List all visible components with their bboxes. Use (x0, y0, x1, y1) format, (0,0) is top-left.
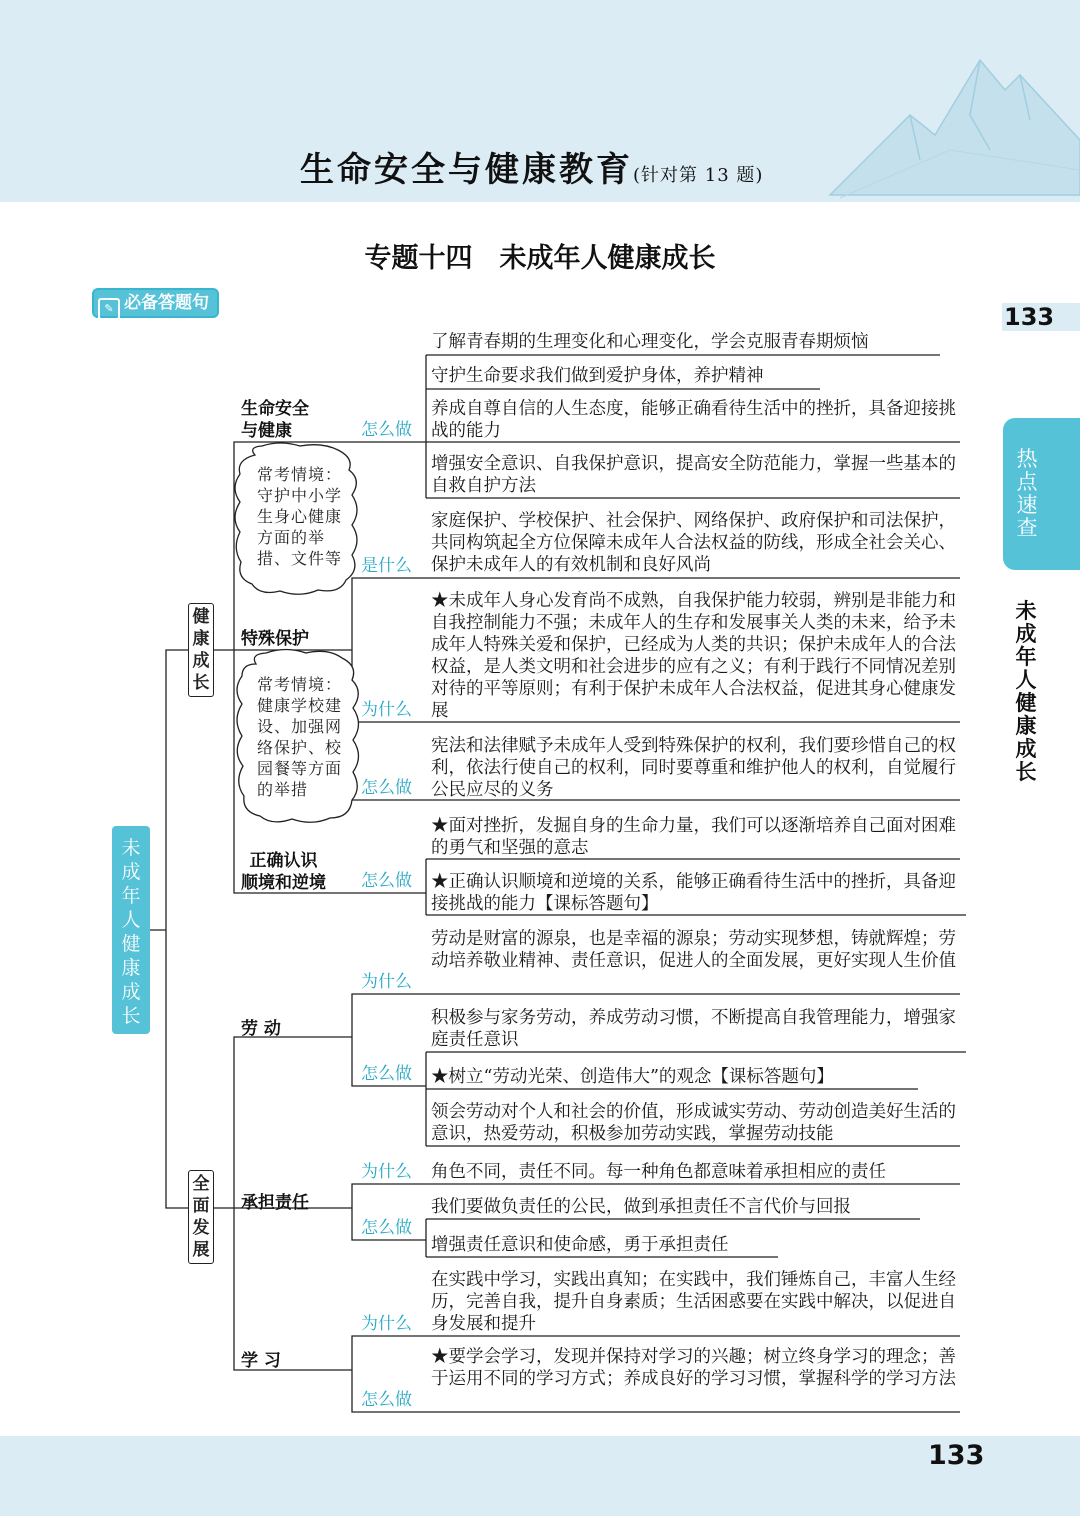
leaf-text: 积极参与家务劳动，养成劳动习惯，不断提高自我管理能力，增强家庭责任意识 (431, 1008, 956, 1050)
leaf-text: 角色不同，责任不同。每一种角色都意味着承担相应的责任 (431, 1162, 886, 1182)
leaf-text: 领会劳动对个人和社会的价值，形成诚实劳动、劳动创造美好生活的意识，热爱劳动，积极参加劳动实践，掌握劳动技能 (431, 1102, 956, 1144)
note-icon: ✎ (98, 298, 120, 320)
root-node (112, 826, 150, 1034)
node-study: 学 习 (241, 1351, 281, 1371)
page-number: 133 (928, 1440, 985, 1471)
tag-how: 怎么做 (361, 1218, 412, 1238)
leaf-text: 在实践中学习，实践出真知；在实践中，我们锤炼自己，丰富人生经历，完善自我，提升自身素质；生活困惑要在实践中解决，以促进自身发展和提升 (431, 1270, 956, 1334)
tag-what: 是什么 (361, 556, 412, 576)
leaf-text: 增强责任意识和使命感，勇于承担责任 (431, 1235, 729, 1255)
tag-how: 怎么做 (361, 871, 412, 891)
topic-title: 专题十四 未成年人健康成长 (364, 243, 716, 274)
leaf-text: ★要学会学习，发现并保持对学习的兴趣；树立终身学习的理念；善于运用不同的学习方式；养成良好的学习习惯，掌握科学的学习方法 (431, 1347, 956, 1389)
tag-how: 怎么做 (361, 420, 412, 440)
leaf-text: 守护生命要求我们做到爱护身体，养护精神 (431, 366, 764, 386)
side-tab-text: 热点速查 (1016, 447, 1038, 540)
side-vertical-title: 未成年人健康成长 (1015, 599, 1037, 784)
bubble-special-context: 常考情境：健康学校建设、加强网络保护、校园餐等方面的举措 (257, 675, 343, 799)
node-adversity: 正确认识 顺境和逆境 (241, 851, 326, 893)
tag-why: 为什么 (361, 972, 412, 992)
leaf-text: 养成自尊自信的人生态度，能够正确看待生活中的挫折，具备迎接挑战的能力 (431, 399, 956, 441)
tag-why: 为什么 (361, 1162, 412, 1182)
node-special-protection: 特殊保护 (241, 629, 309, 649)
node-labor: 劳 动 (241, 1019, 281, 1039)
section-label-text: 必备答题句 (124, 293, 209, 313)
tag-how: 怎么做 (361, 778, 412, 798)
leaf-text: ★面对挫折，发掘自身的生命力量，我们可以逐渐培养自己面对困难的勇气和坚强的意志 (431, 816, 956, 858)
leaf-text: 劳动是财富的源泉，也是幸福的源泉；劳动实现梦想，铸就辉煌；劳动培养敬业精神、责任意识，促进人的全面发展，更好实现人生价值 (431, 929, 956, 971)
branch-healthy-growth: 健康成长 (188, 603, 214, 697)
branch-all-round-development: 全面发展 (188, 1170, 214, 1264)
root-node-text: 未成年人健康成长 (121, 837, 141, 1027)
node-responsibility: 承担责任 (241, 1193, 309, 1213)
tag-why: 为什么 (361, 1314, 412, 1334)
tag-why: 为什么 (361, 700, 412, 720)
title-text: 生命安全与健康教育 (300, 150, 633, 190)
leaf-text: 了解青春期的生理变化和心理变化，学会克服青春期烦恼 (431, 332, 869, 352)
leaf-text: 家庭保护、学校保护、社会保护、网络保护、政府保护和司法保护，共同构筑起全方位保障未成年人合法权益的防线，形成全社会关心、保护未成年人的有效机制和良好风尚 (431, 511, 956, 575)
leaf-text: 增强安全意识、自我保护意识，提高安全防范能力，掌握一些基本的自救自护方法 (431, 454, 956, 496)
tag-how: 怎么做 (361, 1064, 412, 1084)
leaf-text: ★正确认识顺境和逆境的关系，能够正确看待生活中的挫折，具备迎接挑战的能力【课标答题句】 (431, 872, 956, 914)
tag-how: 怎么做 (361, 1390, 412, 1410)
leaf-text: 我们要做负责任的公民，做到承担责任不言代价与回报 (431, 1197, 851, 1217)
page-tab: 133 (1002, 303, 1080, 331)
bubble-safety-context: 常考情境：守护中小学生身心健康方面的举措、文件等 (257, 465, 343, 568)
title-note: (针对第 13 题) (633, 165, 764, 186)
leaf-text: ★未成年人身心发育尚不成熟，自我保护能力较弱，辨别是非能力和自我控制能力不强；未成年人的生存和发展事关人类的未来，给予未成年人特殊关爱和保护，已经成为人类的共识；保护未成年人的合法权益，是人类文明和社会进步的应有之义；有利于践行不同情况差别对待的平等原则；有利于保护未成年人合法权益，促进其身心健康发展 (431, 591, 956, 721)
leaf-text: ★树立“劳动光荣、创造伟大”的观念【课标答题句】 (431, 1067, 834, 1087)
leaf-text: 宪法和法律赋予未成年人受到特殊保护的权利，我们要珍惜自己的权利，依法行使自己的权利，同时要尊重和维护他人的权利，自觉履行公民应尽的义务 (431, 736, 956, 800)
node-life-safety-health: 生命安全 与健康 (241, 399, 309, 441)
